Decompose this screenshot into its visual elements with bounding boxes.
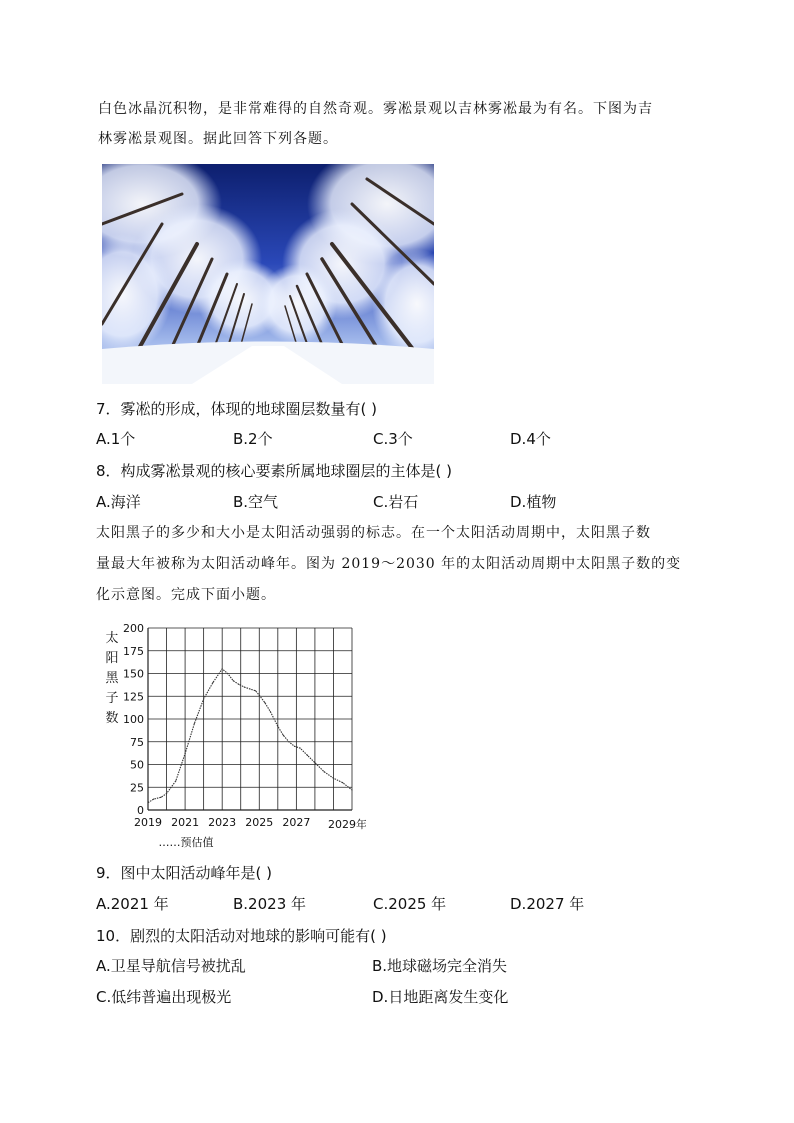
q8-option-b: B.空气: [233, 493, 279, 511]
sunspot-data-point: [233, 680, 234, 681]
question-7: 7．雾凇的形成，体现的地球圈层数量有( ): [96, 400, 378, 418]
y-tick-label: 175: [123, 644, 144, 658]
x-tick-label: 2029年: [327, 818, 366, 831]
y-tick-label: 25: [130, 781, 144, 795]
q8-option-d: D.植物: [510, 493, 557, 511]
sunspot-data-point: [184, 753, 185, 754]
y-axis-label-char: 子: [105, 691, 119, 706]
sunspot-data-point: [283, 735, 284, 736]
sunspot-data-point: [249, 688, 250, 689]
question-9: 9．图中太阳活动峰年是( ): [96, 864, 273, 882]
sunspot-data-point: [351, 789, 352, 790]
sunspot-data-point: [203, 698, 204, 699]
sunspot-data-point: [147, 802, 148, 803]
q7-option-d: D.4个: [510, 430, 551, 448]
sunspot-data-point: [270, 711, 271, 712]
sunspot-data-point: [212, 682, 213, 683]
x-tick-label: 2019: [134, 816, 162, 829]
sunspot-data-point: [244, 687, 245, 688]
q7-option-b: B.2个: [233, 430, 273, 448]
sunspot-chart: [96, 622, 366, 852]
y-tick-label: 0: [137, 804, 144, 817]
y-tick-label: 200: [123, 622, 144, 635]
question-10: 10．剧烈的太阳活动对地球的影响可能有( ): [96, 927, 387, 945]
q7-option-c: C.3个: [373, 430, 413, 448]
sunspot-data-point: [227, 673, 228, 674]
q10-option-a: A.卫星导航信号被扰乱: [96, 957, 246, 975]
q9-option-a: A.2021 年: [96, 895, 169, 913]
y-tick-label: 75: [130, 735, 144, 749]
sunspot-data-point: [333, 778, 334, 779]
sunspot-data-point: [255, 690, 256, 691]
sunspot-data-point: [194, 723, 195, 724]
q7-option-a: A.1个: [96, 430, 136, 448]
sunspot-data-point: [222, 668, 223, 669]
q9-option-c: C.2025 年: [373, 895, 447, 913]
sunspot-data-point: [160, 797, 161, 798]
sunspot-data-point: [264, 702, 265, 703]
y-axis-label-char: 太: [105, 631, 119, 646]
x-tick-label: 2023: [208, 816, 237, 829]
sunspot-data-point: [166, 793, 167, 794]
x-tick-label: 2027: [282, 816, 311, 829]
sunspot-data-point: [238, 684, 239, 685]
sunspot-data-point: [175, 780, 176, 781]
sunspot-chart-svg: [96, 622, 366, 852]
sunspot-data-point: [288, 741, 289, 742]
q10-option-c: C.低纬普遍出现极光: [96, 988, 232, 1006]
y-tick-label: 150: [123, 667, 144, 681]
sunspot-data-point: [307, 755, 308, 756]
sunspot-data-point: [259, 695, 260, 696]
y-tick-label: 100: [123, 713, 144, 726]
q10-option-d: D.日地距离发生变化: [372, 988, 509, 1006]
passage2-line-1: 太阳黑子的多少和大小是太阳活动强弱的标志。在一个太阳活动周期中，太阳黑子数: [96, 525, 651, 541]
sunspot-data-point: [324, 771, 325, 772]
sunspot-data-point: [314, 762, 315, 763]
rime-landscape-photo: [102, 164, 434, 384]
q8-option-a: A.海洋: [96, 493, 141, 511]
x-tick-label: 2025: [245, 816, 274, 829]
sunspot-data-point: [277, 726, 278, 727]
question-8: 8．构成雾凇景观的核心要素所属地球圈层的主体是( ): [96, 462, 453, 480]
sunspot-data-point: [294, 746, 295, 747]
sunspot-data-point: [153, 798, 154, 799]
passage2-line-3: 化示意图。完成下面小题。: [96, 587, 276, 603]
y-axis-label-char: 黑: [105, 671, 119, 686]
y-axis-label-char: 阳: [105, 651, 119, 666]
q9-option-b: B.2023 年: [233, 895, 307, 913]
y-tick-label: 50: [130, 758, 144, 772]
intro-line-2: 林雾凇景观图。据此回答下列各题。: [98, 131, 338, 147]
q10-option-b: B.地球磁场完全消失: [372, 957, 508, 975]
y-axis-label-char: 数: [105, 711, 119, 726]
sunspot-data-point: [342, 782, 343, 783]
intro-line-1: 白色冰晶沉积物，是非常难得的自然奇观。雾凇景观以吉林雾凇最为有名。下图为吉: [98, 101, 653, 117]
x-tick-label: 2021: [171, 816, 200, 829]
y-tick-label: 125: [123, 690, 144, 704]
q9-option-d: D.2027 年: [510, 895, 585, 913]
q8-option-c: C.岩石: [373, 493, 419, 511]
chart-legend: ……预估值: [158, 836, 214, 849]
sunspot-data-point: [299, 748, 300, 749]
passage2-line-2: 量最大年被称为太阳活动峰年。图为 2019～2030 年的太阳活动周期中太阳黑子数的变: [96, 556, 682, 572]
